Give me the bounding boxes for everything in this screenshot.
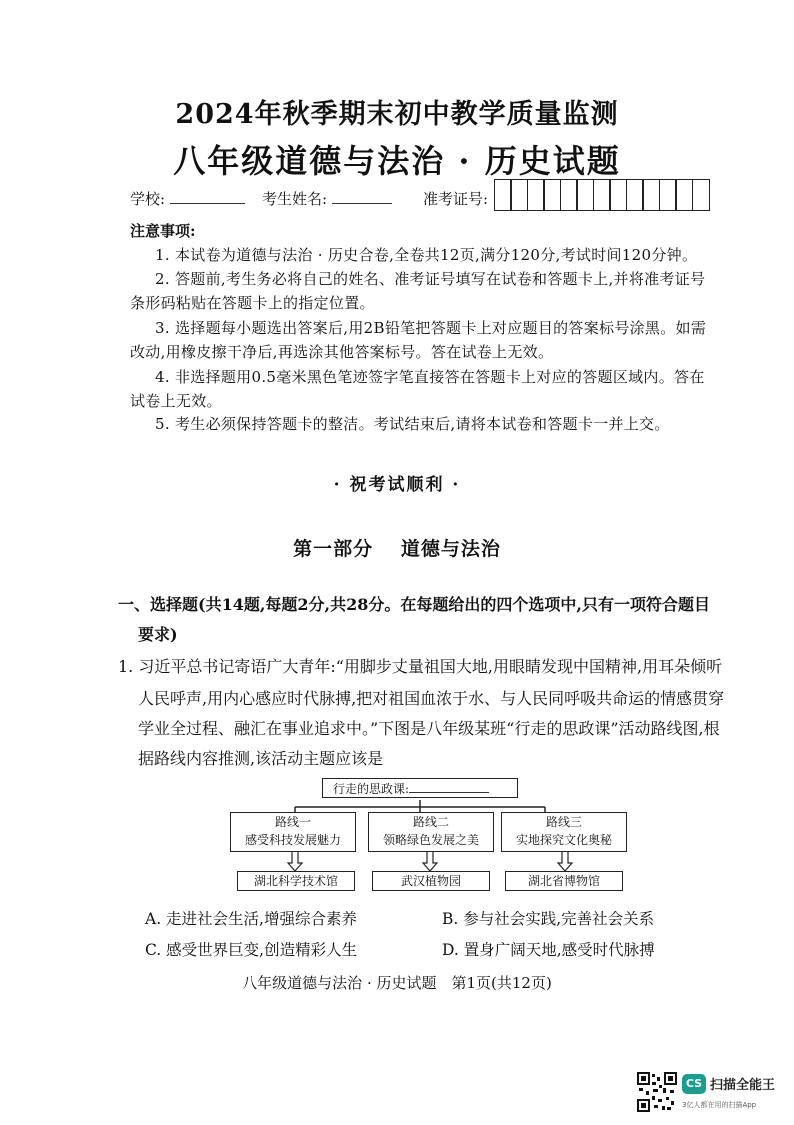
diagram-title-box: 行走的思政课:	[322, 778, 518, 798]
part-heading	[0, 534, 794, 561]
school-blank	[170, 189, 245, 204]
option-b: B. 参与社会实践,完善社会关系	[442, 910, 655, 928]
place-2-box: 武汉植物园	[372, 871, 490, 891]
notice-line: 试卷上无效。	[130, 392, 222, 410]
option-a: A. 走进社会生活,增强综合素养	[145, 910, 357, 928]
school-label: 学校:	[130, 190, 166, 208]
exam-subtitle: 八年级道德与法治 · 历史试题	[173, 142, 621, 180]
qr-code-icon	[637, 1072, 677, 1112]
place-1-box: 湖北科学技术馆	[237, 871, 355, 891]
route-3-box: 路线三 实地探究文化奥秘	[501, 812, 627, 852]
option-d: D. 置身广阔天地,感受时代脉搏	[442, 941, 655, 959]
notice-line: 条形码粘贴在答题卡上的指定位置。	[130, 294, 375, 312]
id-label: 准考证号:	[423, 190, 489, 208]
notice-line: 4. 非选择题用0.5毫米黑色笔迹签字笔直接答在答题卡上对应的答题区域内。答在	[155, 368, 705, 386]
name-field	[262, 188, 392, 209]
section-instruction-cont: 要求)	[138, 625, 178, 644]
page-footer: 八年级道德与法治 · 历史试题 第1页(共12页)	[242, 974, 552, 992]
section-instruction: 一、选择题(共14题,每题2分,共28分。在每题给出的四个选项中,只有一项符合题目	[118, 595, 710, 614]
camscanner-logo: CS	[682, 1074, 706, 1094]
notice-line: 改动,用橡皮擦干净后,再选涂其他答案标号。答在试卷上无效。	[130, 343, 554, 361]
notice-title: 注意事项:	[130, 222, 196, 240]
camscanner-tagline: 3亿人都在用的扫描App	[682, 1101, 757, 1109]
name-blank	[332, 189, 392, 204]
option-c: C. 感受世界巨变,创造精彩人生	[145, 941, 358, 959]
activity-route-diagram	[215, 770, 625, 890]
notice-line: 5. 考生必须保持答题卡的整洁。考试结束后,请将本试卷和答题卡一并上交。	[155, 415, 670, 433]
good-luck-text: · 祝考试顺利 ·	[333, 475, 461, 495]
route-2-box: 路线二 领略绿色发展之美	[368, 812, 494, 852]
exam-id-boxes	[495, 179, 710, 211]
question-1-line: 1. 习近平总书记寄语广大青年:“用脚步丈量祖国大地,用眼睛发现中国精神,用耳朵倾听	[118, 657, 723, 676]
part-subject: 道德与法治	[400, 538, 501, 560]
notice-line: 2. 答题前,考生务必将自己的姓名、准考证号填写在试卷和答题卡上,并将准考证号	[155, 270, 706, 288]
question-1-line: 人民呼声,用内心感应时代脉搏,把对祖国血浓于水、与人民同呼吸共命运的情感贯穿	[138, 689, 725, 708]
route-1-box: 路线一 感受科技发展魅力	[230, 812, 356, 852]
exam-title: 2024年秋季期末初中教学质量监测	[175, 99, 619, 130]
place-3-box: 湖北省博物馆	[505, 871, 623, 891]
question-1-line: 学业全过程、融汇在事业追求中。”下图是八年级某班“行走的思政课”活动路线图,根	[138, 719, 720, 738]
name-label: 考生姓名:	[262, 190, 328, 208]
question-1-line: 据路线内容推测,该活动主题应该是	[138, 749, 384, 768]
camscanner-brand: 扫描全能王	[710, 1078, 776, 1093]
school-field	[130, 188, 245, 209]
notice-line: 3. 选择题每小题选出答案后,用2B铅笔把答题卡上对应题目的答案标号涂黑。如需	[155, 319, 707, 337]
notice-line: 1. 本试卷为道德与法治 · 历史合卷,全卷共12页,满分120分,考试时间120分钟。	[155, 246, 698, 264]
part-name: 第一部分	[293, 538, 374, 560]
